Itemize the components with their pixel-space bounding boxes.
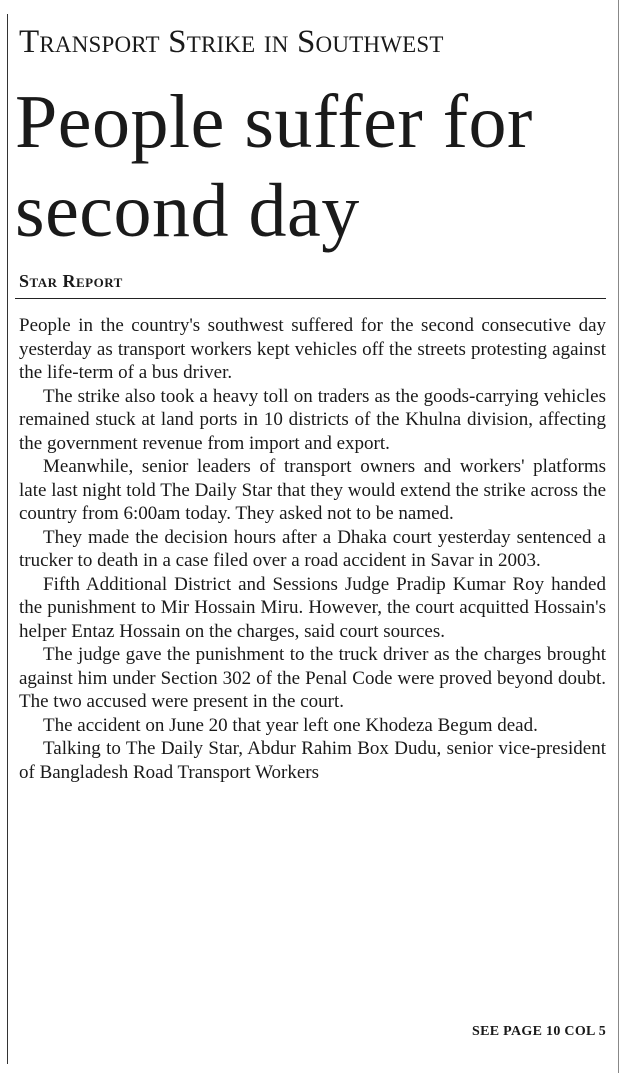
article-body [19, 314, 606, 784]
continuation-line: SEE PAGE 10 COL 5 [472, 1024, 606, 1039]
column-rule-left [7, 14, 8, 1064]
article-paragraph: They made the decision hours after a Dhaka court yesterday sentenced a trucker to death in a case filed over a road accident in Savar in 2003. [19, 526, 606, 571]
byline-divider [15, 298, 606, 299]
article-paragraph: The strike also took a heavy toll on traders as the goods-carrying vehicles remained stuck at land ports in 10 districts of the Khulna division, affecting the government revenue from import and export. [19, 385, 606, 454]
article-paragraph: Meanwhile, senior leaders of transport owners and workers' platforms late last night told The Daily Star that they would extend the strike across the country from 6:00am today. They asked not to be named. [19, 456, 606, 524]
article-paragraph: The accident on June 20 that year left one Khodeza Begum dead. [43, 714, 538, 736]
article-kicker: Transport Strike in Southwest [19, 24, 444, 60]
article-paragraph: People in the country's southwest suffered for the second consecutive day yesterday as transport workers kept vehicles off the streets protesting against the life-term of a bus driver. [19, 315, 606, 383]
article-paragraph: The judge gave the punishment to the truck driver as the charges brought against him under Section 302 of the Penal Code were proved beyond doubt. The two accused were present in the court. [19, 644, 606, 712]
article-paragraph: Talking to The Daily Star, Abdur Rahim Box Dudu, senior vice-president of Bangladesh Road Transport Workers [19, 738, 606, 783]
column-rule-right [618, 0, 619, 1073]
article-paragraph: Fifth Additional District and Sessions Judge Pradip Kumar Roy handed the punishment to Mir Hossain Miru. However, the court acquitted Hossain's helper Entaz Hossain on the charges, said court sources. [19, 573, 606, 642]
article-byline: Star Report [19, 271, 123, 291]
article-headline: People suffer for second day [15, 80, 533, 253]
